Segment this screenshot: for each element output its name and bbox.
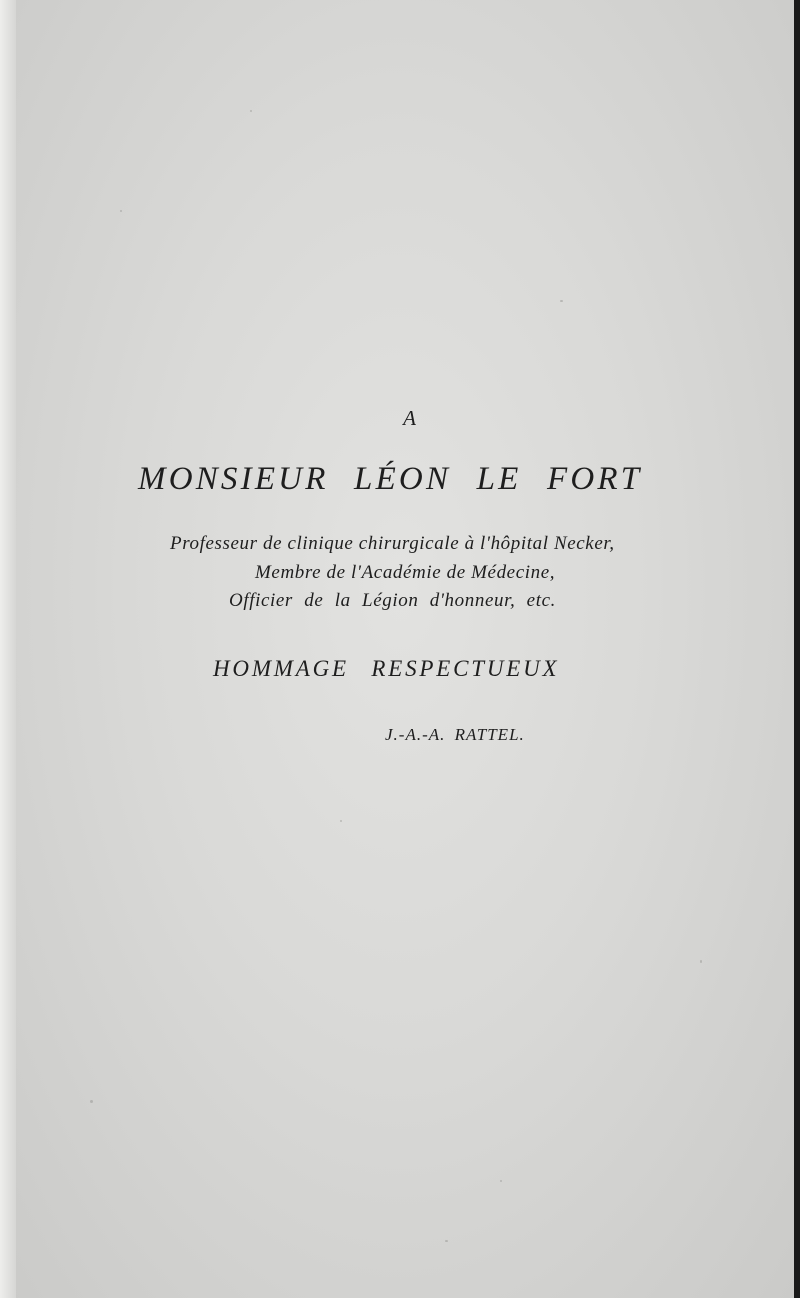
paper-speck <box>250 110 252 112</box>
paper-speck <box>560 300 563 302</box>
paper-speck <box>120 210 122 212</box>
paper-speck <box>500 1180 502 1182</box>
dedication-tribute: HOMMAGE RESPECTUEUX <box>213 656 560 681</box>
paper-speck <box>340 820 342 822</box>
dedication-recipient: MONSIEUR LÉON LE FORT <box>138 461 643 497</box>
paper-speck <box>700 960 702 963</box>
paper-speck <box>445 1240 448 1242</box>
recipient-title-3: Officier de la Légion d'honneur, etc. <box>229 590 556 611</box>
page-left-edge <box>0 0 16 1298</box>
dedication-author: J.-A.-A. RATTEL. <box>385 725 525 744</box>
dedication-preposition: A <box>403 406 417 430</box>
recipient-title-2: Membre de l'Académie de Médecine, <box>255 562 556 583</box>
page-right-edge <box>794 0 800 1298</box>
recipient-title-1: Professeur de clinique chirurgicale à l'hôpital Necker, <box>170 533 615 554</box>
paper-speck <box>90 1100 93 1103</box>
